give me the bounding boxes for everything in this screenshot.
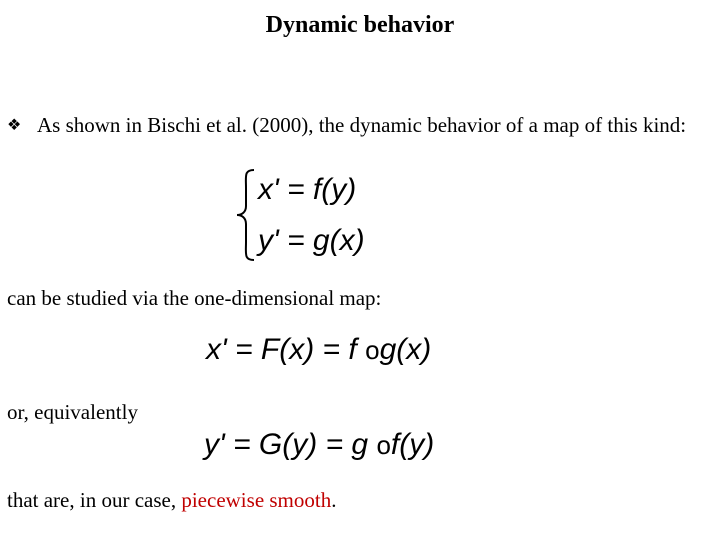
map-F-rhs: g(x) <box>379 333 432 366</box>
intro-text: As shown in Bischi et al. (2000), the dynamic behavior of a map of this kind: <box>37 113 687 137</box>
piecewise-smooth-highlight: piecewise smooth <box>181 488 332 512</box>
diamond-bullet-icon: ❖ <box>7 117 22 134</box>
one-dimensional-map-F <box>206 334 431 366</box>
system-equation-x: x' = f(y) <box>258 173 357 206</box>
intro-paragraph <box>7 111 707 140</box>
one-dimensional-map-G <box>204 429 434 461</box>
closing-period: . <box>331 488 337 512</box>
map-G-rhs: f(y) <box>390 428 435 461</box>
closing-text: that are, in our case, <box>7 488 182 512</box>
slide-title: Dynamic behavior <box>265 12 455 38</box>
map-F-lhs: x' = F(x) = f <box>206 333 366 366</box>
system-equation-y: y' = g(x) <box>258 224 365 257</box>
map-system-equation <box>234 168 404 262</box>
left-brace-icon <box>234 168 258 262</box>
studied-text: can be studied via the one-dimensional map: <box>7 286 382 310</box>
map-G-lhs: y' = G(y) = g <box>204 428 377 461</box>
composition-operator: o <box>376 430 391 460</box>
composition-operator: o <box>365 335 380 365</box>
equivalently-text: or, equivalently <box>7 400 138 424</box>
closing-paragraph <box>7 486 336 514</box>
